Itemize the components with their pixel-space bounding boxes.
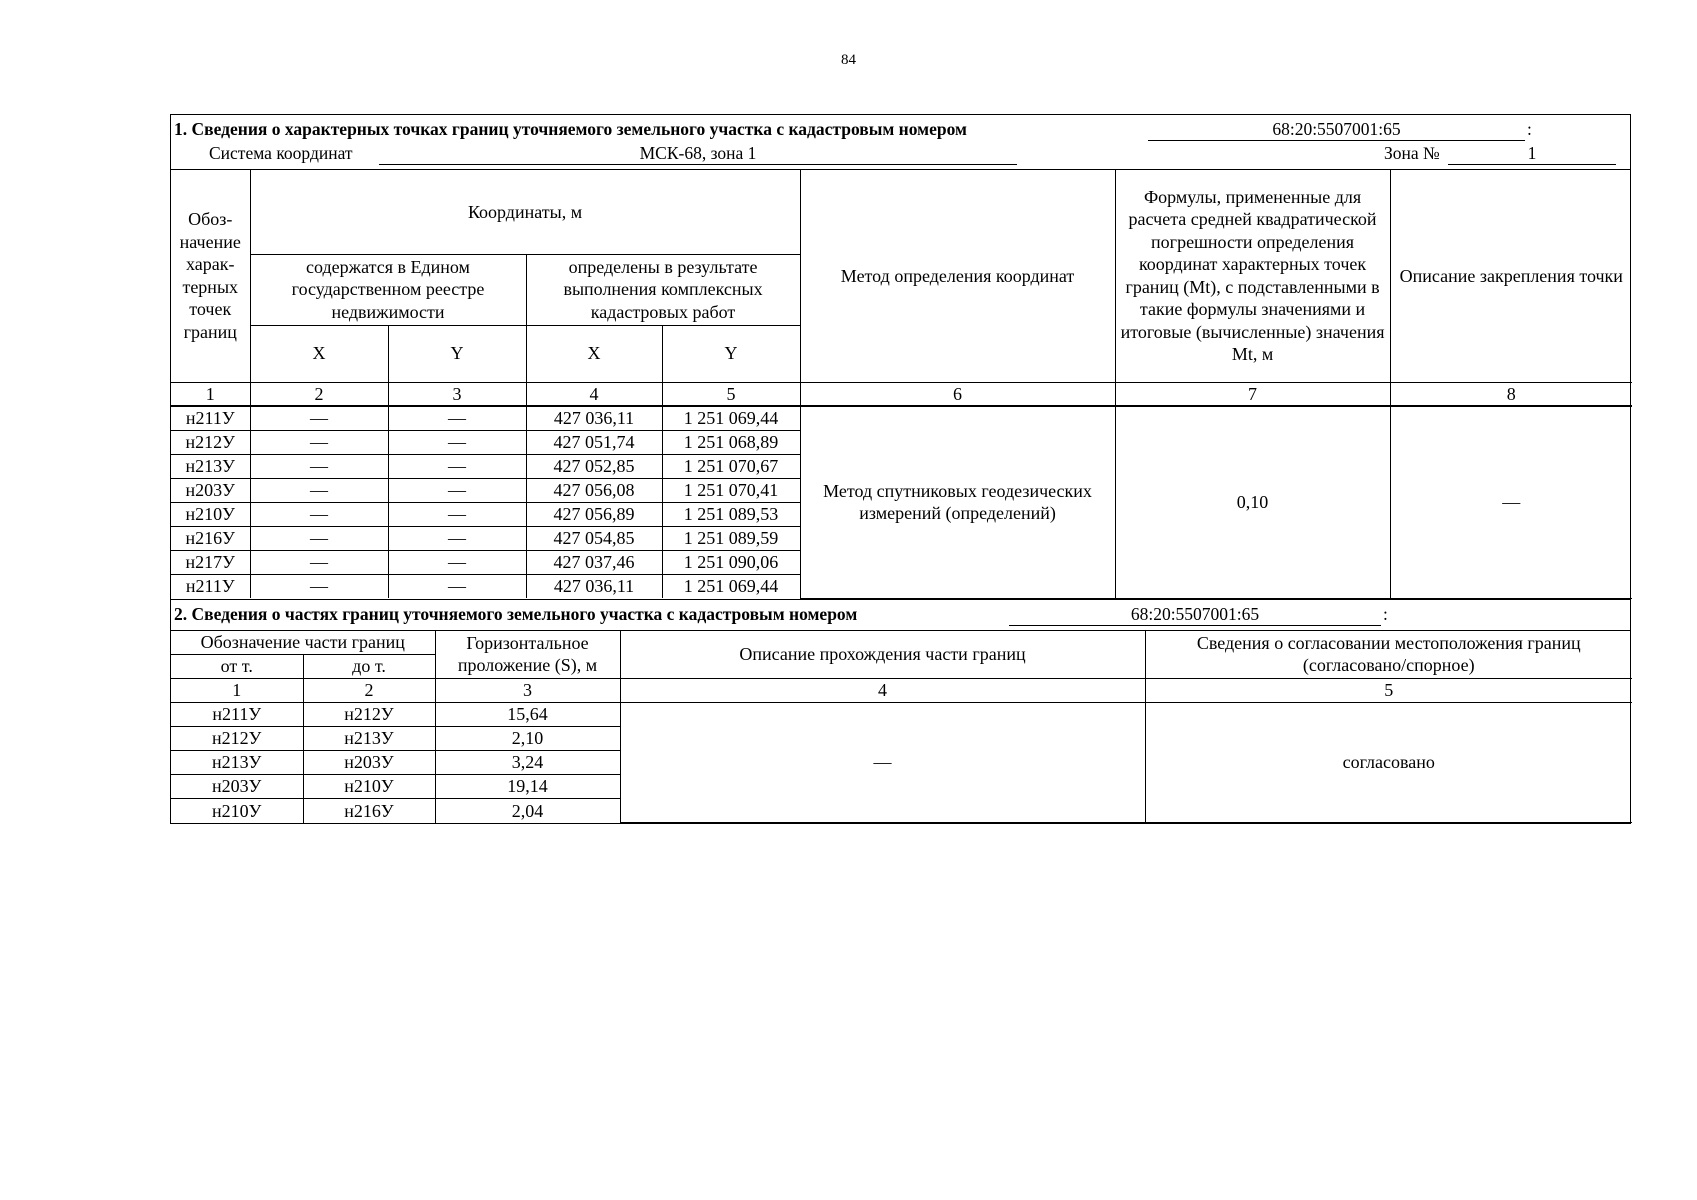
y-value: 1 251 089,59 [662, 526, 800, 550]
section1-title: 1. Сведения о характерных точках границ уточняемого земельного участка с кадастровым номером [174, 119, 967, 139]
y-egrn: — [388, 454, 526, 478]
y-egrn: — [388, 430, 526, 454]
y-value: 1 251 068,89 [662, 430, 800, 454]
distance-value: 2,04 [435, 799, 620, 823]
header-in-register: содержатся в Едином государственном реестре недвижимости [250, 254, 526, 325]
coord-system-value: МСК-68, зона 1 [379, 143, 1017, 165]
header-y-register: Y [388, 325, 526, 382]
header-from: от т. [171, 655, 303, 679]
column-number: 2 [250, 382, 388, 406]
y-egrn: — [388, 526, 526, 550]
section2-title: 2. Сведения о частях границ уточняемого земельного участка с кадастровым номером [174, 603, 858, 624]
distance-value: 3,24 [435, 751, 620, 775]
section2-header [171, 599, 1630, 631]
column-number: 1 [171, 679, 303, 703]
description-value: — [620, 703, 1145, 823]
column-number: 4 [526, 382, 662, 406]
y-value: 1 251 070,41 [662, 478, 800, 502]
from-point: н212У [171, 727, 303, 751]
header-method: Метод определения координат [800, 170, 1115, 382]
header-coordinates: Координаты, м [250, 170, 800, 254]
x-value: 427 037,46 [526, 550, 662, 574]
x-egrn: — [250, 574, 388, 598]
header-horizontal: Горизонтальное проложение (S), м [435, 631, 620, 679]
column-number: 3 [388, 382, 526, 406]
point-id: н217У [171, 550, 250, 574]
x-egrn: — [250, 502, 388, 526]
x-egrn: — [250, 478, 388, 502]
point-id: н211У [171, 574, 250, 598]
method-value: Метод спутниковых геодезических измерений (определений) [800, 406, 1115, 598]
to-point: н203У [303, 751, 435, 775]
column-number: 4 [620, 679, 1145, 703]
zone-label: Зона № [1384, 143, 1440, 163]
x-value: 427 051,74 [526, 430, 662, 454]
header-fixing: Описание закрепления точки [1390, 170, 1632, 382]
x-value: 427 056,08 [526, 478, 662, 502]
column-number: 1 [171, 382, 250, 406]
agreement-value: согласовано [1145, 703, 1632, 823]
header-part-designation: Обозначение части границ [171, 631, 435, 655]
column-number: 5 [662, 382, 800, 406]
table-row [171, 703, 1632, 727]
column-number: 5 [1145, 679, 1632, 703]
header-determined: определены в результате выполнения комплексных кадастровых работ [526, 254, 800, 325]
from-point: н211У [171, 703, 303, 727]
x-egrn: — [250, 550, 388, 574]
coord-system-label: Система координат [209, 143, 353, 163]
y-value: 1 251 090,06 [662, 550, 800, 574]
y-egrn: — [388, 550, 526, 574]
zone-value: 1 [1448, 143, 1616, 165]
x-egrn: — [250, 454, 388, 478]
header-x-determined: X [526, 325, 662, 382]
point-id: н213У [171, 454, 250, 478]
page-number: 84 [841, 52, 856, 68]
mt-value: 0,10 [1115, 406, 1390, 598]
column-number: 8 [1390, 382, 1632, 406]
points-table [171, 170, 1632, 599]
from-point: н210У [171, 799, 303, 823]
x-value: 427 054,85 [526, 526, 662, 550]
section2-cadastral-number: 68:20:5507001:65 [1009, 604, 1381, 626]
point-id: н203У [171, 478, 250, 502]
header-x-register: X [250, 325, 388, 382]
x-value: 427 036,11 [526, 574, 662, 598]
to-point: н210У [303, 775, 435, 799]
y-value: 1 251 070,67 [662, 454, 800, 478]
header-y-determined: Y [662, 325, 800, 382]
distance-value: 19,14 [435, 775, 620, 799]
y-egrn: — [388, 502, 526, 526]
x-egrn: — [250, 430, 388, 454]
header-agreement: Сведения о согласовании местоположения границ (согласовано/спорное) [1145, 631, 1632, 679]
x-egrn: — [250, 526, 388, 550]
y-value: 1 251 089,53 [662, 502, 800, 526]
column-number: 6 [800, 382, 1115, 406]
y-egrn: — [388, 478, 526, 502]
distance-value: 15,64 [435, 703, 620, 727]
point-id: н212У [171, 430, 250, 454]
x-egrn: — [250, 406, 388, 430]
section1-header [171, 115, 1630, 170]
section2-colon: : [1383, 603, 1388, 624]
to-point: н216У [303, 799, 435, 823]
point-id: н216У [171, 526, 250, 550]
header-designation: Обоз-начение харак-терных точек границ [171, 170, 250, 382]
cadastral-sheet [170, 114, 1631, 824]
from-point: н213У [171, 751, 303, 775]
x-value: 427 036,11 [526, 406, 662, 430]
from-point: н203У [171, 775, 303, 799]
y-value: 1 251 069,44 [662, 574, 800, 598]
header-description: Описание прохождения части границ [620, 631, 1145, 679]
parts-table [171, 631, 1632, 824]
section1-colon: : [1527, 119, 1532, 139]
y-value: 1 251 069,44 [662, 406, 800, 430]
column-number: 3 [435, 679, 620, 703]
x-value: 427 052,85 [526, 454, 662, 478]
y-egrn: — [388, 574, 526, 598]
column-number: 7 [1115, 382, 1390, 406]
y-egrn: — [388, 406, 526, 430]
distance-value: 2,10 [435, 727, 620, 751]
section1-cadastral-number: 68:20:5507001:65 [1148, 119, 1525, 141]
table-row [171, 406, 1632, 430]
point-id: н210У [171, 502, 250, 526]
to-point: н212У [303, 703, 435, 727]
fixing-value: — [1390, 406, 1632, 598]
x-value: 427 056,89 [526, 502, 662, 526]
point-id: н211У [171, 406, 250, 430]
column-number: 2 [303, 679, 435, 703]
header-formulas: Формулы, примененные для расчета средней квадратической погрешности определения координат характерных точек границ (Mt), с подставленными в такие формулы значениями и итоговые (вычисленные) значения Mt, м [1115, 170, 1390, 382]
header-to: до т. [303, 655, 435, 679]
to-point: н213У [303, 727, 435, 751]
